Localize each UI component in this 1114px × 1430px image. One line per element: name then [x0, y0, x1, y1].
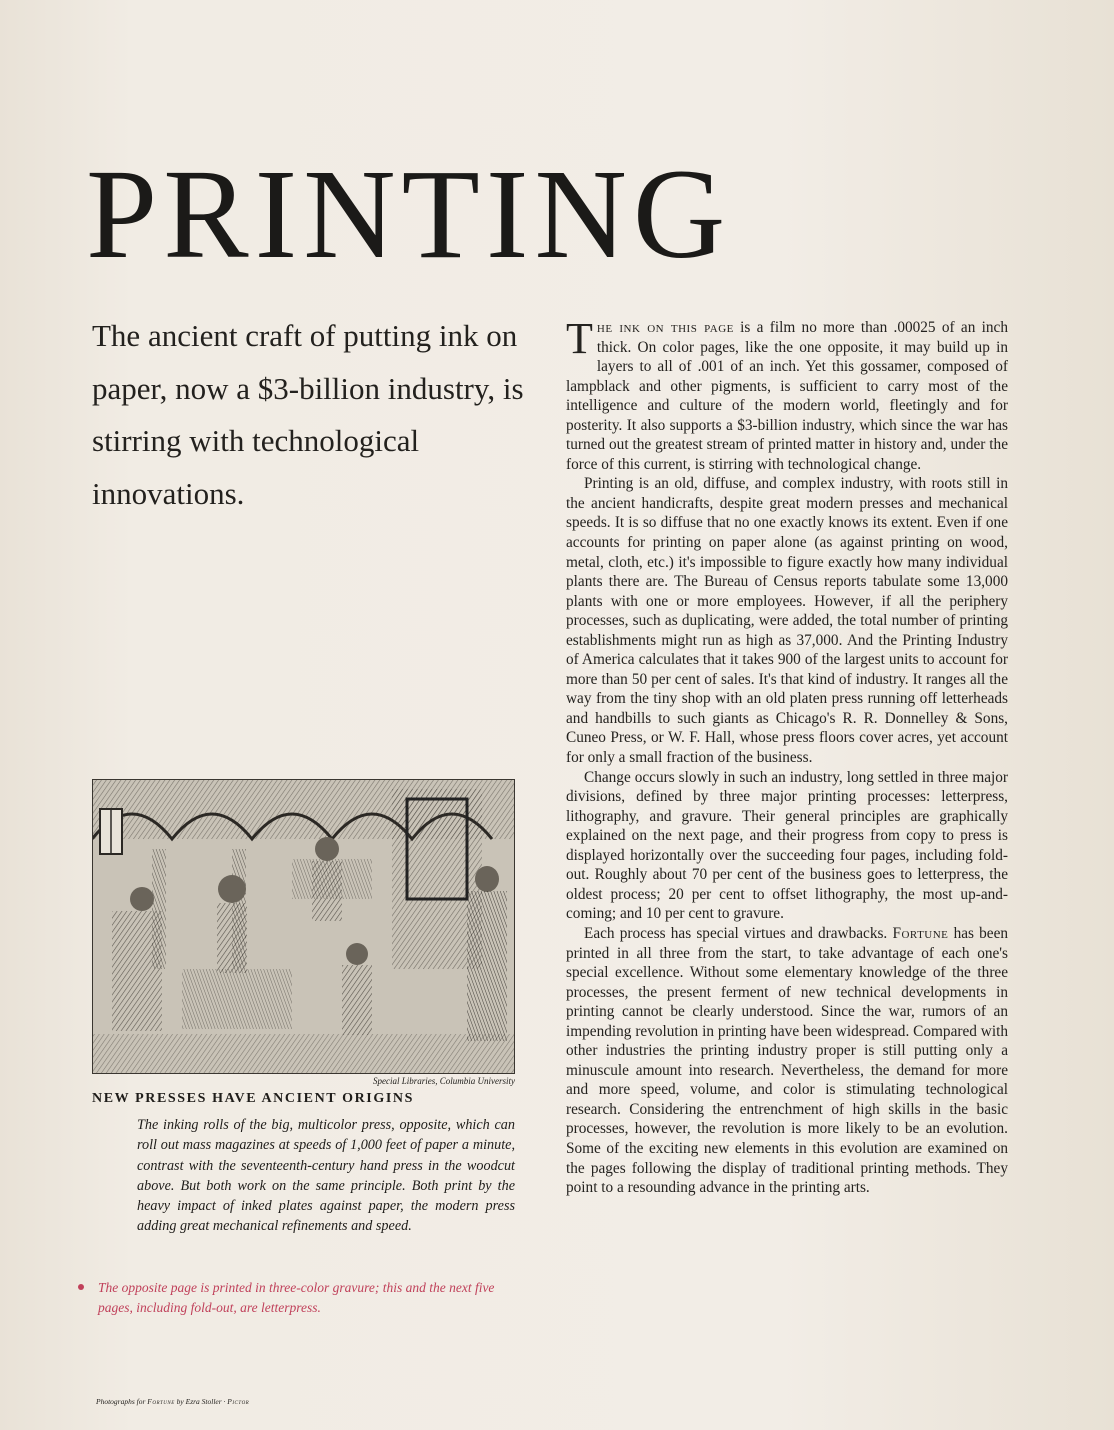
paragraph-1-text: is a film no more than .00025 of an inch thick. On color pages, like the one opposite, it may build up in layers to all of .001 of an inch. Yet this gossamer, composed of lampblack and other pigments, is sufficient to carry most of the intelligence and culture of the modern world, fleetingly and for posterity. It also supports a $3-billion industry, which since the war has turned out the greatest stream of printed matter in history and, under the force of this current, is stirring with technological change. — [566, 319, 1008, 473]
deck-subtitle: The ancient craft of putting ink on paper, now a $3-billion industry, is stirring with technological innovations. — [92, 318, 524, 511]
paragraph-4-start: Each process has special virtues and drawbacks. — [584, 924, 893, 942]
article-paragraph-2: Printing is an old, diffuse, and complex industry, with roots still in the ancient handicrafts, despite great modern presses and mechanical speeds. It is so diffuse that no one exactly knows its extent. Even if one accounts for printing on paper alone (as against printing on wood, metal, cloth, etc.) it's impossible to figure exactly how many individual plants there are. The Bureau of Census reports tabulate some 13,000 plants with one or more employees. However, if all the periphery processes, such as duplicating, were added, the total number of printing establishments might run as high as 37,000. And the Printing Industry of America calculates that it takes 900 of the largest units to account for more than 50 per cent of sales. It's that kind of industry. It ranges all the way from the tiny shop with an old platen press running off letterheads and handbills to such giants as Chicago's R. R. Donnelley & Sons, Cuneo Press, or W. F. Hall, whose press floors cover acres, yet account for only a small fraction of the business. — [566, 475, 1008, 767]
photo-credit-prefix: Photographs for — [96, 1397, 148, 1406]
caption-heading: NEW PRESSES HAVE ANCIENT ORIGINS — [92, 1091, 414, 1106]
lead-in-smallcaps: he ink on this page — [596, 319, 734, 336]
article-body — [566, 314, 1009, 1198]
note-text: The opposite page is printed in three-color gravure; this and the next five pages, including fold-out, are letterpress. — [98, 1280, 495, 1315]
article-paragraph-1 — [566, 314, 1008, 474]
woodcut-print-shop-image — [92, 779, 515, 1074]
caption-text: The inking rolls of the big, multicolor press, opposite, which can roll out mass magazines at speeds of 1,000 feet of paper a minute, contrast with the seventeenth-century hand press in the woodcut above. But both work on the same principle. Both print by the heavy impact of inked plates against paper, the modern press adding great mechanical refinements and speed. — [137, 1117, 515, 1235]
paragraph-4-text: has been printed in all three from the start, to take advantage of each one's special excellence. Without some elementary knowledge of the three processes, the present ferment of new technical developments in printing cannot be clearly understood. Since the war, rumors of an impending revolution in printing have been widespread. Compared with other industries the printing industry proper is still putting only a minuscule amount into research. Nevertheless, the demand for more and more speed, volume, and color is stimulating technological research. Considering the entrenchment of high skills in the basic processes, however, the revolution is more likely to be an evolution. Some of the exciting new elements in this evolution are examined on the pages following the display of traditional printing methods. They point to a resounding advance in the printing arts. — [566, 924, 1009, 1197]
bullet-icon — [78, 1284, 84, 1290]
printing-note — [78, 1278, 518, 1318]
image-credit: Special Libraries, Columbia University — [373, 1076, 515, 1086]
photo-credit-magazine: Fortune — [147, 1397, 175, 1406]
photo-credit-middle: by Ezra Stoller · — [174, 1397, 228, 1406]
article-paragraph-4 — [566, 924, 1008, 1198]
photo-credit — [96, 1397, 249, 1406]
fortune-smallcaps: Fortune — [892, 924, 949, 942]
photo-credit-agency: Pictor — [227, 1397, 250, 1406]
drop-cap: T — [566, 314, 593, 363]
page-title: PRINTING — [86, 143, 732, 285]
woodcut-illustration — [92, 779, 515, 1074]
article-paragraph-3: Change occurs slowly in such an industry, long settled in three major divisions, defined by three major printing processes: letterpress, lithography, and gravure. Their general principles are graphically explained on the next page, and their progress from copy to press is displayed horizontally over the succeeding four pages, including fold-out. Roughly about 70 per cent of the business goes to letterpress, the oldest process; 20 per cent to offset lithography, the most up-and-coming; and 10 per cent to gravure. — [566, 768, 1008, 923]
